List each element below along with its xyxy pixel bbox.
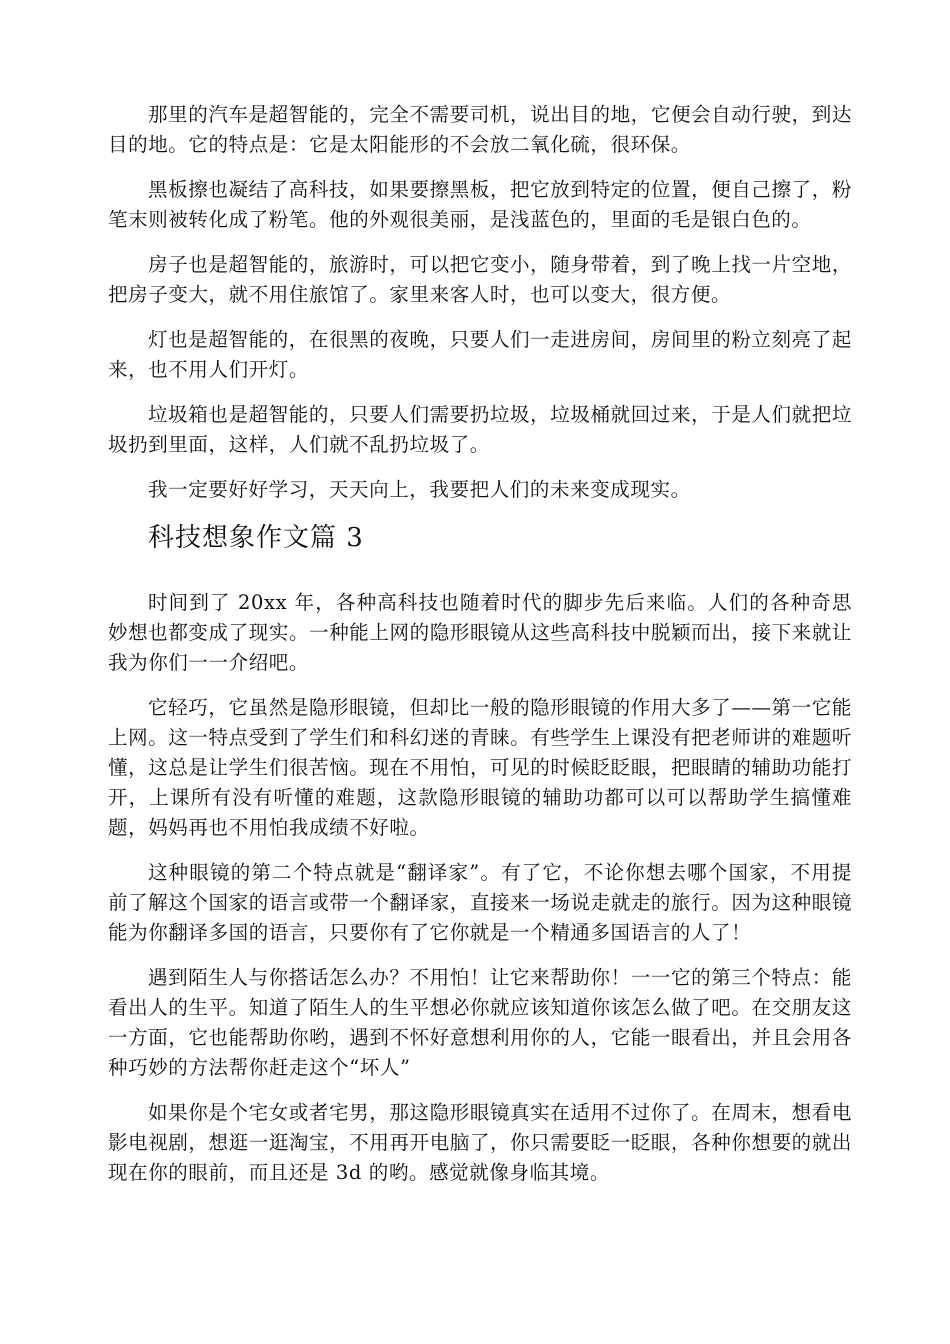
section-heading: 科技想象作文篇 3 <box>148 523 364 553</box>
paragraph-lamp: 灯也是超智能的，在很黑的夜晚，只要人们一走进房间，房间里的粉立刻亮了起来，也不用人们开灯。 <box>108 328 852 381</box>
paragraph-trashcan: 垃圾箱也是超智能的，只要人们需要扔垃圾，垃圾桶就回过来，于是人们就把垃圾扔到里面，这样，人们就不乱扔垃圾了。 <box>108 403 852 456</box>
paragraph-feature-translator: 这种眼镜的第二个特点就是“翻译家”。有了它，不论你想去哪个国家，不用提前了解这个国家的语言或带一个翻译家，直接来一场说走就走的旅行。因为这种眼镜能为你翻译多国的语言，只要你有了它你就是一个精通多国语言的人了！ <box>108 861 852 944</box>
paragraph-intro: 时间到了 20xx 年，各种高科技也随着时代的脚步先后来临。人们的各种奇思妙想也都变成了现实。一种能上网的隐形眼镜从这些高科技中脱颖而出，接下来就让我为你们一一介绍吧。 <box>108 591 852 674</box>
document-page <box>108 100 852 1203</box>
paragraph-house: 房子也是超智能的，旅游时，可以把它变小，随身带着，到了晚上找一片空地，把房子变大，就不用住旅馆了。家里来客人时，也可以变大，很方便。 <box>108 253 852 306</box>
paragraph-eraser: 黑板擦也凝结了高科技，如果要擦黑板，把它放到特定的位置，便自己擦了，粉笔末则被转化成了粉笔。他的外观很美丽，是浅蓝色的，里面的毛是银白色的。 <box>108 178 852 231</box>
paragraph-feature-entertainment: 如果你是个宅女或者宅男，那这隐形眼镜真实在适用不过你了。在周末，想看电影电视剧，想逛一逛淘宝，不用再开电脑了，你只需要眨一眨眼，各种你想要的就出现在你的眼前，而且还是 3d 的哟。感觉就像身临其境。 <box>108 1101 852 1184</box>
paragraph-car: 那里的汽车是超智能的，完全不需要司机，说出目的地，它便会自动行驶，到达目的地。它的特点是：它是太阳能形的不会放二氧化硫，很环保。 <box>108 103 852 156</box>
paragraph-feature-stranger: 遇到陌生人与你搭话怎么办？不用怕！让它来帮助你！一一它的第三个特点：能看出人的生平。知道了陌生人的生平想必你就应该知道你该怎么做了吧。在交朋友这一方面，它也能帮助你哟，遇到不怀好意想利用你的人，它能一眼看出，并且会用各种巧妙的方法帮你赶走这个“坏人” <box>108 966 852 1079</box>
paragraph-conclusion: 我一定要好好学习，天天向上，我要把人们的未来变成现实。 <box>148 478 691 501</box>
paragraph-feature-internet: 它轻巧，它虽然是隐形眼镜，但却比一般的隐形眼镜的作用大多了——第一它能上网。这一特点受到了学生们和科幻迷的青睐。有些学生上课没有把老师讲的难题听懂，这总是让学生们很苦恼。现在不用怕，可见的时候眨眨眼，把眼睛的辅助功能打开，上课所有没有听懂的难题，这款隐形眼镜的辅助功都可以可以帮助学生搞懂难题，妈妈再也不用怕我成绩不好啦。 <box>108 696 852 839</box>
